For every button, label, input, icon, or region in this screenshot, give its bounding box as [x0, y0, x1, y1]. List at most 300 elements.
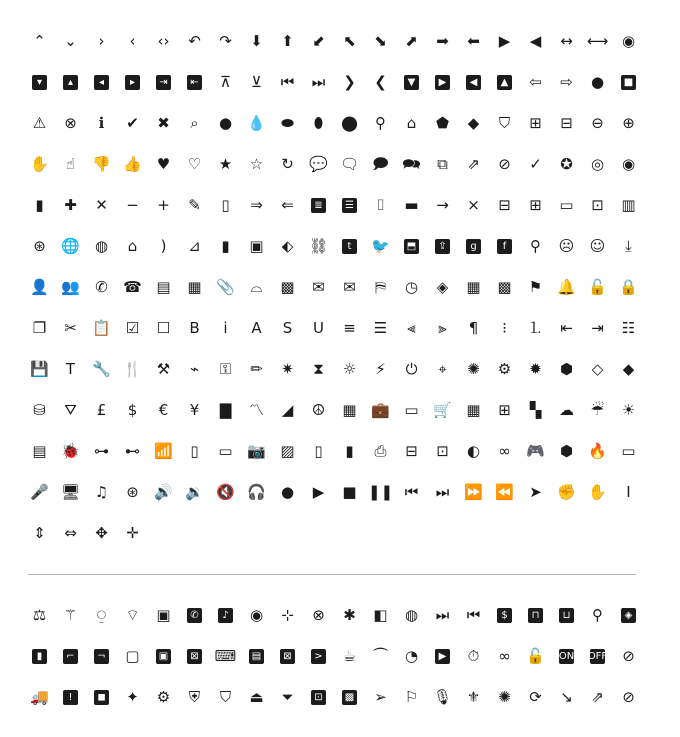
step-backward-icon[interactable]: ⇤: [179, 62, 210, 103]
lens-icon[interactable]: ⬮: [313, 114, 324, 132]
table-icon[interactable]: ▦: [466, 401, 481, 419]
chevron-circle-left-icon[interactable]: ❮: [374, 73, 387, 91]
chevron-right-icon[interactable]: ›: [98, 32, 105, 50]
area-chart-icon[interactable]: ◢: [281, 401, 294, 419]
shapes-icon[interactable]: ◧: [373, 606, 388, 624]
external-link-icon[interactable]: ⇗: [467, 155, 480, 173]
terminal-icon[interactable]: >: [303, 636, 334, 677]
arrow-up-icon[interactable]: ⬆: [281, 32, 294, 50]
split-vertical-icon[interactable]: ⇕: [33, 524, 46, 542]
expand-horizontal-icon[interactable]: ↔: [560, 32, 573, 50]
window-close-icon[interactable]: ⊠: [179, 636, 210, 677]
volume-down-icon[interactable]: 🔉: [185, 483, 204, 501]
paperclip-icon[interactable]: 📎: [216, 278, 235, 296]
shield-shape-icon[interactable]: ⛉: [498, 114, 511, 132]
clock-icon[interactable]: ◷: [404, 278, 419, 296]
eye-slash-icon[interactable]: ⊘: [622, 688, 635, 706]
spinner-icon[interactable]: ✺: [498, 688, 511, 706]
music-icon[interactable]: ♫: [94, 483, 109, 501]
window-icon[interactable]: ▭: [559, 196, 574, 214]
label-icon[interactable]: ⬟: [435, 114, 450, 132]
unlock-icon[interactable]: 🔓: [588, 278, 607, 296]
thumbs-up-icon[interactable]: 👍: [123, 155, 142, 173]
hand-grab-icon[interactable]: ✊: [557, 483, 576, 501]
play-square-icon[interactable]: ▶: [427, 62, 458, 103]
twitter-icon[interactable]: 🐦: [371, 237, 390, 255]
cube-icon[interactable]: ⬢: [559, 360, 574, 378]
crosshair-icon[interactable]: ⌖: [438, 360, 447, 378]
triangle-down-icon[interactable]: ▼: [396, 62, 427, 103]
battery-icon[interactable]: ▭: [621, 442, 636, 460]
envelope-icon[interactable]: ✉: [343, 278, 356, 296]
zoom-icon[interactable]: ⚲: [530, 237, 541, 255]
list-numbered-icon[interactable]: ⒈: [527, 319, 543, 337]
printer-icon[interactable]: ⎙: [374, 442, 387, 460]
filter-icon[interactable]: ⛛: [64, 401, 77, 419]
list-bullet-icon[interactable]: ⁝: [502, 319, 507, 337]
step-backward-circle-icon[interactable]: ⏮: [280, 73, 295, 91]
align-left-icon[interactable]: ⫷: [407, 319, 416, 337]
arrow-right-icon[interactable]: ➡: [436, 32, 449, 50]
phone-icon[interactable]: ✆: [95, 278, 108, 296]
file-icon[interactable]: ▮: [35, 196, 44, 214]
chevron-down-icon[interactable]: ⌄: [64, 32, 77, 50]
step-forward-icon[interactable]: ⇥: [148, 62, 179, 103]
tape-icon[interactable]: ▣: [156, 606, 171, 624]
bug-icon[interactable]: 🐞: [61, 442, 80, 460]
lock-alt-icon[interactable]: 🔓: [526, 647, 545, 665]
camera-icon[interactable]: 📷: [247, 442, 266, 460]
hand-pointer-icon[interactable]: ☝: [65, 155, 76, 173]
cloud-icon[interactable]: ☁: [559, 401, 574, 419]
contact-icon[interactable]: ▩: [334, 677, 365, 718]
home-icon[interactable]: ⌂: [127, 237, 138, 255]
cursor-icon[interactable]: ➤: [529, 483, 542, 501]
stairs-down-icon[interactable]: ¬: [86, 636, 117, 677]
yen-icon[interactable]: ¥: [189, 401, 200, 419]
share-square-icon[interactable]: ⇪: [427, 226, 458, 267]
warning-icon[interactable]: ⚠: [32, 114, 47, 132]
file-new-icon[interactable]: ✚: [64, 196, 77, 214]
folder-icon[interactable]: ▬: [404, 196, 419, 214]
badge-icon[interactable]: ✹: [529, 360, 542, 378]
stairs-up-icon[interactable]: ⌐: [55, 636, 86, 677]
speech-icon[interactable]: ⬬: [281, 114, 294, 132]
folder-add-icon[interactable]: ⊞: [529, 196, 542, 214]
phone-alt-icon[interactable]: ☎: [123, 278, 142, 296]
facebook-icon[interactable]: f: [489, 226, 520, 267]
peace-icon[interactable]: ☮: [311, 401, 326, 419]
sitemap-icon[interactable]: ⊷: [125, 442, 140, 460]
rss-square-icon[interactable]: ⊿: [188, 237, 201, 255]
arrow-down-icon[interactable]: ⬇: [250, 32, 263, 50]
arrow-down-right-icon[interactable]: ⬊: [374, 32, 387, 50]
underline-icon[interactable]: U: [313, 319, 324, 337]
code-icon[interactable]: ‹›: [157, 32, 170, 50]
grid-icon[interactable]: ⊞: [498, 401, 511, 419]
wrench-icon[interactable]: 🔧: [92, 360, 111, 378]
window-close-alt-icon[interactable]: ⊠: [272, 636, 303, 677]
redo-icon[interactable]: ↷: [219, 32, 232, 50]
chevron-circle-up-icon[interactable]: ⊼: [220, 73, 231, 91]
thumbs-down-icon[interactable]: 👎: [92, 155, 111, 173]
stopwatch-icon[interactable]: ⏱: [467, 647, 480, 665]
arrow-up-right-icon[interactable]: ⬈: [405, 32, 418, 50]
file-add-icon[interactable]: +: [157, 196, 170, 214]
volume-up-icon[interactable]: 🔊: [154, 483, 173, 501]
rain-icon[interactable]: ☔: [590, 401, 605, 419]
gears-icon[interactable]: ⚙: [156, 688, 171, 706]
text-icon[interactable]: T: [65, 360, 76, 378]
eye-off-icon[interactable]: ⊘: [622, 647, 635, 665]
globe-alt-icon[interactable]: ◍: [94, 237, 109, 255]
checkbox-checked-icon[interactable]: ☑: [125, 319, 140, 337]
pencil-icon[interactable]: ✏: [250, 360, 263, 378]
minus-circle-icon[interactable]: ⊖: [591, 114, 604, 132]
notebook-icon[interactable]: ▤: [156, 278, 171, 296]
file-import-icon[interactable]: ⇐: [281, 196, 294, 214]
off-toggle-icon[interactable]: OFF: [582, 636, 613, 677]
close-icon[interactable]: ✖: [157, 114, 170, 132]
mobile-icon[interactable]: ▯: [190, 442, 199, 460]
step-forward-circle-icon[interactable]: ⏭: [311, 73, 326, 91]
heart-outline-icon[interactable]: ♡: [187, 155, 202, 173]
align-justify-icon[interactable]: ☰: [373, 319, 388, 337]
hand-stop-icon[interactable]: ✋: [30, 155, 49, 173]
book-icon[interactable]: ▮: [24, 636, 55, 677]
satellite-off-icon[interactable]: ⊗: [312, 606, 325, 624]
link-icon[interactable]: ⛓: [308, 237, 329, 255]
film-strip-icon[interactable]: ▮: [345, 442, 354, 460]
microphone-icon[interactable]: 🎤: [30, 483, 49, 501]
truck-icon[interactable]: 🚚: [30, 688, 49, 706]
align-right-icon[interactable]: ⫸: [438, 319, 447, 337]
phone-device-icon[interactable]: ▯: [314, 442, 323, 460]
star-outline-icon[interactable]: ☆: [249, 155, 264, 173]
bell-icon[interactable]: 🔔: [557, 278, 576, 296]
mic-icon[interactable]: 🎙: [432, 688, 453, 706]
download-icon[interactable]: ⤓: [625, 237, 632, 255]
google-plus-icon[interactable]: g: [458, 226, 489, 267]
resize-horizontal-icon[interactable]: ⟷: [586, 32, 609, 50]
bold-icon[interactable]: B: [189, 319, 200, 337]
cart-icon[interactable]: 🛒: [433, 401, 452, 419]
skip-end-icon[interactable]: ⏭: [435, 606, 450, 624]
lock-icon[interactable]: 🔒: [619, 278, 638, 296]
flag-waving-icon[interactable]: ⚐: [404, 688, 419, 706]
chevron-left-icon[interactable]: ‹: [129, 32, 136, 50]
label-left-icon[interactable]: ◆: [467, 114, 480, 132]
signal-icon[interactable]: 📶: [154, 442, 173, 460]
send-icon[interactable]: ➢: [374, 688, 387, 706]
sync-icon[interactable]: ⟳: [529, 688, 542, 706]
terminal-outline-icon[interactable]: ⌨: [214, 647, 237, 665]
browser-window-icon[interactable]: ⊡: [303, 677, 334, 718]
monitor-icon[interactable]: 🖥: [60, 483, 81, 501]
folder-open-icon[interactable]: ⌷: [375, 196, 385, 214]
smile-face-icon[interactable]: ☺: [589, 237, 606, 255]
chevron-up-icon[interactable]: ⌃: [33, 32, 46, 50]
satellite-icon[interactable]: ⊹: [281, 606, 294, 624]
twitter-square-icon[interactable]: t: [334, 226, 365, 267]
shield-half-icon[interactable]: ⛨: [188, 688, 201, 706]
pause-icon[interactable]: ❚❚: [367, 483, 394, 501]
bolt-icon[interactable]: ⚡: [375, 360, 386, 378]
heart-icon[interactable]: ♥: [156, 155, 171, 173]
file-remove-icon[interactable]: ✕: [95, 196, 108, 214]
delicious-icon[interactable]: ⬒: [396, 226, 427, 267]
broom-icon[interactable]: ⌁: [189, 360, 200, 378]
box-icon[interactable]: ⬢: [559, 442, 574, 460]
voicemail-icon[interactable]: ∞: [498, 442, 511, 460]
envelope-outline-icon[interactable]: ✉: [312, 278, 325, 296]
triangle-down-line-icon[interactable]: ⏷: [281, 688, 294, 706]
align-center-icon[interactable]: ≡: [343, 319, 356, 337]
arrow-down-left-icon[interactable]: ⬋: [312, 32, 325, 50]
checkmark-icon[interactable]: ✓: [529, 155, 542, 173]
stop-icon[interactable]: ■: [342, 483, 357, 501]
users-icon[interactable]: 👥: [61, 278, 80, 296]
chat-bubble-icon[interactable]: ●: [218, 114, 233, 132]
file-outline-icon[interactable]: ▯: [221, 196, 230, 214]
sad-face-icon[interactable]: ☹: [558, 237, 575, 255]
compass-icon[interactable]: ◈: [436, 278, 449, 296]
save-icon[interactable]: 💾: [30, 360, 49, 378]
power-icon[interactable]: ⏻: [405, 360, 418, 378]
youtube-icon[interactable]: ▶: [427, 636, 458, 677]
tablet-icon[interactable]: ▭: [218, 442, 233, 460]
comment-lines-icon[interactable]: 🗪: [402, 155, 421, 173]
sparkle-icon[interactable]: ✺: [467, 360, 480, 378]
podcast-icon[interactable]: ◉: [249, 606, 264, 624]
devices-icon[interactable]: ⊡: [436, 442, 449, 460]
plus-circle-icon[interactable]: ⊕: [622, 114, 635, 132]
magic-wand-icon[interactable]: ⚚: [63, 606, 78, 624]
move-icon[interactable]: ✥: [95, 524, 108, 542]
error-icon[interactable]: ⊗: [64, 114, 77, 132]
layers-outline-icon[interactable]: ◇: [591, 360, 604, 378]
minus-square-icon[interactable]: ⊟: [560, 114, 573, 132]
wifi-icon[interactable]: ⌔: [125, 606, 140, 624]
on-toggle-icon[interactable]: ON: [551, 636, 582, 677]
external-square-icon[interactable]: ⧉: [437, 155, 448, 173]
window-alt-icon[interactable]: ▤: [241, 636, 272, 677]
search-icon[interactable]: ⌕: [190, 114, 199, 132]
shopping-bag-icon[interactable]: ⊓: [520, 595, 551, 636]
bookmark-square-icon[interactable]: ▣: [249, 237, 264, 255]
file-edit-icon[interactable]: ✎: [188, 196, 201, 214]
comments-icon[interactable]: 🗨: [339, 155, 360, 173]
folder-move-icon[interactable]: →: [436, 196, 449, 214]
map-pin-icon[interactable]: ⚲: [375, 114, 386, 132]
flag-icon[interactable]: ⚑: [528, 278, 543, 296]
arrow-circle-left-icon[interactable]: ⇦: [529, 73, 542, 91]
shopping-bag-alt-icon[interactable]: ⊔: [551, 595, 582, 636]
lightbulb-icon[interactable]: ☼: [342, 360, 357, 378]
indent-icon[interactable]: ⇥: [591, 319, 604, 337]
image-icon[interactable]: ▨: [280, 442, 295, 460]
collapse-up-icon[interactable]: ▴: [55, 62, 86, 103]
layers-icon[interactable]: ◆: [622, 360, 635, 378]
refresh-icon[interactable]: ↻: [281, 155, 294, 173]
eye-outline-icon[interactable]: ◎: [590, 155, 605, 173]
presentation-icon[interactable]: ⊟: [405, 442, 418, 460]
calendar-icon[interactable]: ▦: [466, 278, 481, 296]
award-icon[interactable]: ✪: [560, 155, 573, 173]
triangle-up-icon[interactable]: ▲: [489, 62, 520, 103]
euro-icon[interactable]: €: [158, 401, 169, 419]
window-solid-icon[interactable]: ▣: [148, 636, 179, 677]
gamepad-icon[interactable]: 🎮: [526, 442, 545, 460]
opera-icon[interactable]: ◉: [621, 32, 636, 50]
paste-icon[interactable]: 📋: [92, 319, 111, 337]
window-outline-icon[interactable]: ▢: [125, 647, 140, 665]
tag-icon[interactable]: ⬖: [281, 237, 294, 255]
notebook-alt-icon[interactable]: ▦: [187, 278, 202, 296]
news-icon[interactable]: ▤: [32, 442, 47, 460]
scale-icon[interactable]: ⚖: [32, 606, 47, 624]
mic-stand-icon[interactable]: ⚲: [592, 606, 603, 624]
home-shape-icon[interactable]: ⌂: [406, 114, 417, 132]
hourglass-icon[interactable]: ⧗: [313, 360, 324, 378]
dashboard-icon[interactable]: ▚: [529, 401, 542, 419]
trash-icon[interactable]: ▥: [621, 196, 636, 214]
hanger-icon[interactable]: ⏜: [373, 647, 388, 665]
info-icon[interactable]: ℹ: [98, 114, 105, 132]
eye-icon[interactable]: ◉: [621, 155, 636, 173]
tag-right-icon[interactable]: ▶: [498, 32, 511, 50]
tools-icon[interactable]: ⚒: [156, 360, 171, 378]
split-horizontal-icon[interactable]: ⇔: [64, 524, 77, 542]
list-view-icon[interactable]: ☷: [621, 319, 636, 337]
briefcase-icon[interactable]: 💼: [371, 401, 390, 419]
skip-start-icon[interactable]: ⏮: [466, 606, 481, 624]
play-icon[interactable]: ▶: [312, 483, 325, 501]
check-circle-icon[interactable]: ✔: [126, 114, 139, 132]
sun-icon[interactable]: ☀: [621, 401, 636, 419]
chevron-circle-right-icon[interactable]: ❯: [343, 73, 356, 91]
eject-icon[interactable]: ⏏: [249, 688, 264, 706]
satellite-alt-icon[interactable]: ✱: [343, 606, 356, 624]
tag-left-icon[interactable]: ◀: [529, 32, 542, 50]
collapse-left-icon[interactable]: ◂: [86, 62, 117, 103]
money-square-icon[interactable]: $: [489, 595, 520, 636]
circle-icon[interactable]: ●: [590, 73, 605, 91]
record-icon[interactable]: ●: [280, 483, 295, 501]
calculator-icon[interactable]: ▦: [342, 401, 357, 419]
browser-icon[interactable]: ⊡: [591, 196, 604, 214]
medal-icon[interactable]: ⚜: [466, 688, 481, 706]
folder-minus-icon[interactable]: ⊟: [498, 196, 511, 214]
italic-icon[interactable]: i: [223, 319, 228, 337]
outdent-icon[interactable]: ⇤: [560, 319, 573, 337]
contact-card-icon[interactable]: ▩: [280, 278, 295, 296]
alert-bubble-icon[interactable]: !: [55, 677, 86, 718]
gear-icon[interactable]: ⚙: [497, 360, 512, 378]
arrow-left-icon[interactable]: ⬅: [467, 32, 480, 50]
network-icon[interactable]: ⊶: [94, 442, 109, 460]
cash-icon[interactable]: ◈: [613, 595, 644, 636]
fire-icon[interactable]: 🔥: [588, 442, 607, 460]
undo-icon[interactable]: ↶: [188, 32, 201, 50]
font-size-icon[interactable]: A: [251, 319, 262, 337]
comment-icon[interactable]: 💬: [309, 155, 328, 173]
utensils-icon[interactable]: 🍴: [123, 360, 142, 378]
import-icon[interactable]: ↘: [560, 688, 573, 706]
bookmark-icon[interactable]: ▮: [221, 237, 230, 255]
sunglasses-icon[interactable]: ∞: [498, 647, 511, 665]
database-icon[interactable]: ⛁: [33, 401, 46, 419]
move-alt-icon[interactable]: ✛: [126, 524, 139, 542]
collapse-right-icon[interactable]: ▸: [117, 62, 148, 103]
pin-icon[interactable]: ⬤: [341, 114, 358, 132]
bar-chart-icon[interactable]: ▇: [219, 401, 232, 419]
file-export-icon[interactable]: ⇒: [250, 196, 263, 214]
mute-icon[interactable]: 🔇: [216, 483, 235, 501]
checkbox-icon[interactable]: ☐: [156, 319, 171, 337]
inbox-icon[interactable]: ⌓: [250, 278, 263, 296]
pound-icon[interactable]: £: [96, 401, 107, 419]
fast-forward-icon[interactable]: ⏩: [464, 483, 483, 501]
satellite-dish-icon[interactable]: ◐: [466, 442, 481, 460]
file-lines-icon[interactable]: ☰: [334, 185, 365, 226]
folder-remove-icon[interactable]: ×: [467, 196, 480, 214]
film-reel-icon[interactable]: ⊛: [126, 483, 139, 501]
user-icon[interactable]: 👤: [30, 278, 49, 296]
phone-off-icon[interactable]: ✆: [179, 595, 210, 636]
rss-icon[interactable]: ): [160, 237, 167, 255]
square-icon[interactable]: ■: [613, 62, 644, 103]
skip-back-icon[interactable]: ⏮: [404, 483, 419, 501]
router-icon[interactable]: ⍜: [96, 606, 106, 624]
key-icon[interactable]: ⚿: [219, 360, 232, 378]
triangle-left-icon[interactable]: ◀: [458, 62, 489, 103]
strikethrough-icon[interactable]: S: [282, 319, 293, 337]
export-icon[interactable]: ⇗: [591, 688, 604, 706]
file-text-icon[interactable]: ≣: [303, 185, 334, 226]
paragraph-icon[interactable]: ¶: [468, 319, 479, 337]
copy-icon[interactable]: ❐: [32, 319, 47, 337]
rewind-icon[interactable]: ⏪: [495, 483, 514, 501]
drop-icon[interactable]: 💧: [247, 114, 266, 132]
globe-icon[interactable]: 🌐: [61, 237, 80, 255]
speech-bubble-icon[interactable]: ◼: [86, 677, 117, 718]
chevron-circle-down-icon[interactable]: ⊻: [251, 73, 262, 91]
money-bag-icon[interactable]: ◍: [404, 606, 419, 624]
file-minus-icon[interactable]: −: [126, 196, 139, 214]
arrow-up-left-icon[interactable]: ⬉: [343, 32, 356, 50]
dollar-icon[interactable]: $: [127, 401, 138, 419]
pin-tack-icon[interactable]: ✦: [126, 688, 139, 706]
comment-outline-icon[interactable]: 🗩: [372, 155, 389, 173]
magic-icon[interactable]: ✷: [281, 360, 294, 378]
ban-icon[interactable]: ⊘: [498, 155, 511, 173]
skip-forward-icon[interactable]: ⏭: [435, 483, 450, 501]
credit-card-icon[interactable]: ▭: [404, 401, 419, 419]
arrow-circle-right-icon[interactable]: ⇨: [560, 73, 573, 91]
hand-open-icon[interactable]: ✋: [588, 483, 607, 501]
dribbble-icon[interactable]: ⊛: [33, 237, 46, 255]
collapse-down-icon[interactable]: ▾: [24, 62, 55, 103]
shield-icon[interactable]: ⛉: [219, 688, 232, 706]
map-icon[interactable]: ⛿: [375, 278, 386, 296]
text-cursor-icon[interactable]: I: [626, 483, 631, 501]
plus-square-icon[interactable]: ⊞: [529, 114, 542, 132]
star-icon[interactable]: ★: [218, 155, 233, 173]
cut-icon[interactable]: ✂: [64, 319, 77, 337]
headphones-icon[interactable]: 🎧: [247, 483, 266, 501]
coffee-icon[interactable]: ☕: [342, 647, 357, 665]
